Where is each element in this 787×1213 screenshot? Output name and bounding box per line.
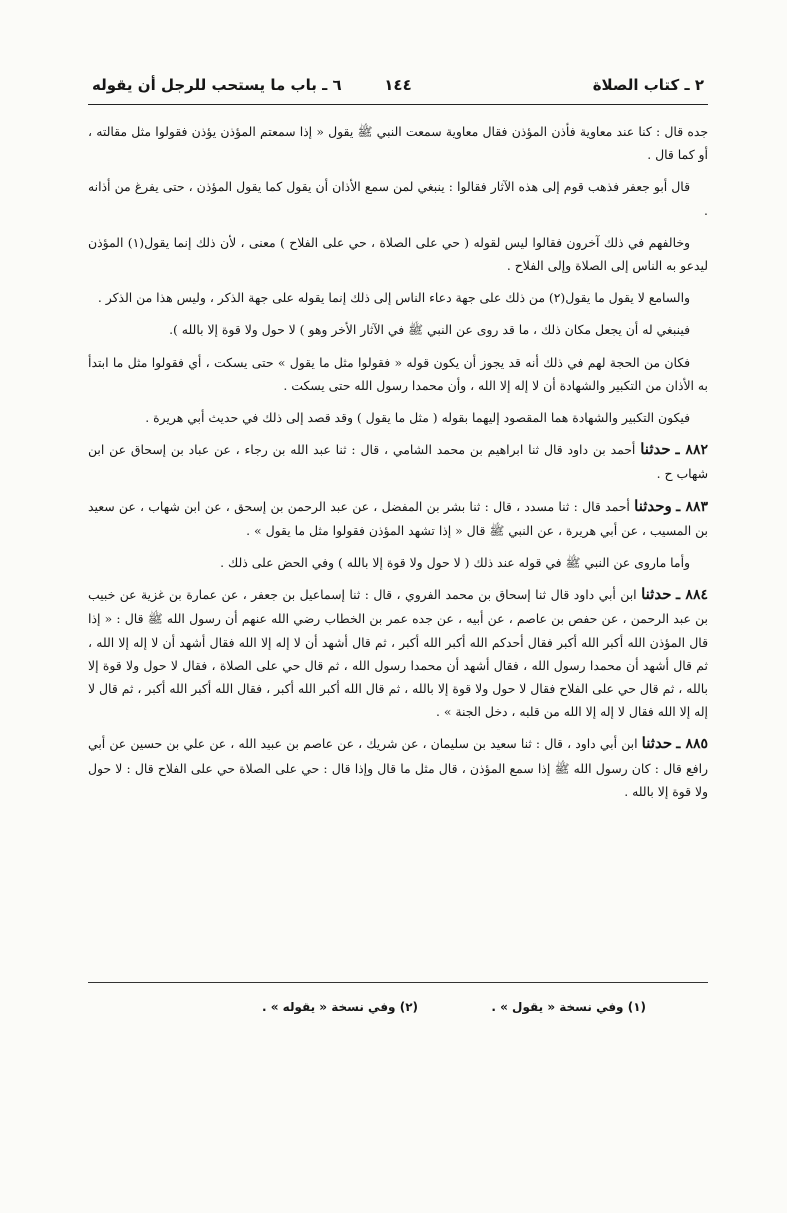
footnotes — [88, 1000, 708, 1024]
paragraph: وخالفهم في ذلك آخرون فقالوا ليس لقوله ( حي على الصلاة ، حي على الفلاح ) معنى ، لأن ذلك إنما يقول(١) المؤذن ليدعو به الناس إلى الصلاة وإلى الفلاح . — [88, 234, 708, 274]
footnote-rule — [88, 982, 708, 983]
hadith-883 — [88, 495, 708, 542]
hadith-opening: حدثنا — [641, 585, 672, 604]
hadith-number: ٨٨٢ ـ — [675, 442, 708, 459]
paragraph: فكان من الحجة لهم في ذلك أنه قد يجوز أن يكون قوله « فقولوا مثل ما يقول » حتى يسكت ، أي فقولوا مثل ما ابتدأ به الأذان من التكبير والشهادة أن لا إله إلا الله ، وأن محمدا رسول الله حتى يسكت . — [88, 354, 708, 393]
page-header — [88, 74, 708, 100]
hadith-number: ٨٨٤ ـ — [675, 587, 708, 604]
hadith-opening: حدثنا — [640, 440, 671, 459]
footnote-1: (١) وفي نسخة « يقول » . — [491, 1000, 646, 1014]
hadith-884 — [88, 583, 708, 723]
hadith-text: ابن أبي داود قال ثنا إسحاق بن محمد الفروي ، قال : ثنا إسماعيل بن جعفر ، عن عمارة بن غزية عن خبيب بن عبد الرحمن ، عن حفص بن عاصم ، عن أبيه ، عن جده عمر بن الخطاب رضي الله عنهم أن رسول الله ﷺ قال : « إذا قال المؤذن الله أكبر الله أكبر فقال أحدكم الله أكبر الله أكبر ، ثم قال أشهد أن لا إله إلا الله فقال أشهد أن لا إله إلا الله ، ثم قال أشهد أن محمدا رسول الله ، فقال أشهد أن محمدا رسول الله ، ثم قال حي على الصلاة ، فقال لا حول ولا قوة إلا بالله ، ثم قال حي على الفلاح فقال لا حول ولا قوة إلا بالله ، ثم قال الله أكبر الله أكبر ، فقال الله أكبر الله أكبر ، ثم قال لا إله إلا الله فقال لا إله إلا الله من قلبه ، دخل الجنة » . — [88, 587, 708, 720]
book-page — [88, 62, 708, 1142]
page-number: ١٤٤ — [384, 76, 412, 94]
footnote-2: (٢) وفي نسخة « يقوله » . — [262, 1000, 418, 1014]
paragraph: والسامع لا يقول ما يقول(٢) من ذلك على جهة دعاء الناس إلى ذلك إنما يقوله على جهة الذكر ، وليس هذا من الذكر . — [97, 290, 690, 306]
hadith-opening: حدثنا — [641, 734, 673, 753]
hadith-text: وأما ماروى عن النبي ﷺ في قوله عند ذلك ( لا حول ولا قوة إلا بالله ) وفي الحض على ذلك . — [220, 555, 690, 571]
book-title: ٢ ـ كتاب الصلاة — [592, 76, 704, 94]
header-rule — [88, 104, 708, 105]
hadith-opening: وحدثنا — [634, 496, 672, 515]
paragraph: جده قال : كنا عند معاوية فأذن المؤذن فقال معاوية سمعت النبي ﷺ يقول « إذا سمعتم المؤذن يؤذن فقولوا مثل مقالته ، أو كما قال . — [88, 124, 708, 163]
chapter-title: ٦ ـ باب ما يستحب للرجل أن يقوله — [92, 76, 342, 94]
transition-paragraph — [88, 551, 708, 574]
hadith-number: ٨٨٥ ـ — [676, 736, 708, 753]
hadith-number: ٨٨٣ ـ — [676, 498, 708, 515]
main-text — [88, 120, 708, 812]
paragraph: فينبغي له أن يجعل مكان ذلك ، ما قد روى عن النبي ﷺ في الآثار الأخر وهو ) لا حول ولا قوة إلا بالله ). — [169, 322, 690, 338]
hadith-text: ابن أبي داود ، قال : ثنا سعيد بن سليمان ، عن شريك ، عن عاصم بن عبيد الله ، عن علي بن حسين عن أبي رافع قال : كان رسول الله ﷺ إذا سمع المؤذن ، قال مثل ما قال وإذا قال : حي على الصلاة حي على الفلاح قال : لا حول ولا قوة إلا بالله . — [88, 736, 708, 799]
hadith-885 — [88, 732, 708, 803]
hadith-text: أحمد بن داود قال ثنا ابراهيم بن محمد الشامي ، قال : ثنا عبد الله بن رجاء ، عن عباد بن إسحاق عن ابن شهاب ح . — [88, 442, 708, 482]
hadith-882 — [88, 438, 708, 485]
paragraph: قال أبو جعفر فذهب قوم إلى هذه الآثار فقالوا : ينبغي لمن سمع الأذان أن يقول كما يقول المؤذن ، حتى يفرغ من أذانه . — [88, 179, 708, 218]
hadith-text: أحمد قال : ثنا مسدد ، قال : ثنا بشر بن المفضل ، عن عبد الرحمن بن إسحق ، عن ابن شهاب ، عن سعيد بن المسيب ، عن أبي هريرة ، عن النبي ﷺ قال « إذا تشهد المؤذن فقولوا مثل ما يقول » . — [88, 498, 708, 538]
paragraph: فيكون التكبير والشهادة هما المقصود إليهما بقوله ( مثل ما يقول ) وقد قصد إلى ذلك في حديث أبي هريرة . — [145, 410, 690, 426]
